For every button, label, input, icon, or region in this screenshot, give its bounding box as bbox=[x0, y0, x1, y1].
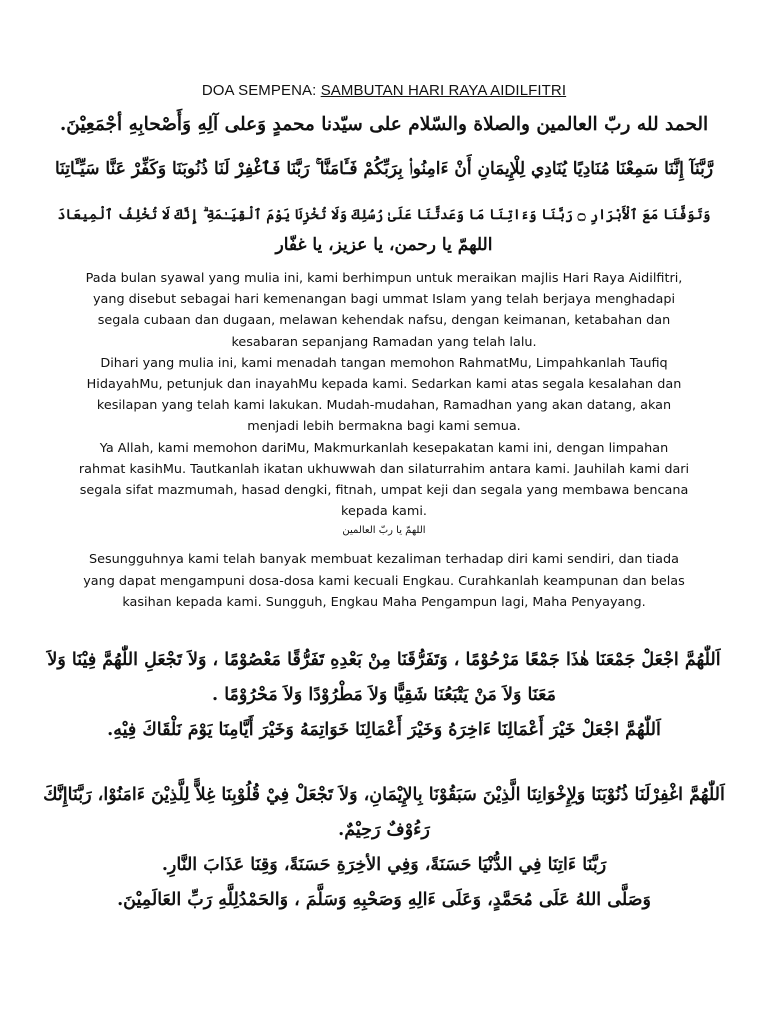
arabic-closing-prayer-2 bbox=[40, 778, 728, 918]
malay-paragraph: Dihari yang mulia ini, kami menadah tangan memohon RahmatMu, Limpahkanlah Taufiq HidayahMu, petunjuk dan inayahMu kepada kami. Sedarkan kami atas segala kesalahan dan kesilapan yang telah kami lakukan. Mudah-mudahan, Ramadhan yang akan datang, akan menjadi lebih bermakna bagi kami semua. bbox=[86, 355, 682, 435]
document-title bbox=[0, 82, 768, 99]
prayer-line: اَللّٰهُمَّ اجْعَلْ جَمْعَنَا هٰذَا جَمْعًا مَرْحُوْمًا ، وَتَفَرُّقَنَا مِنْ بَعْدِهِ تَفَرُّقًا مَعْصُوْمًا ، وَلاَ تَجْعَلِ اللّٰهُمَّ فِيْنَا وَلاَ bbox=[47, 650, 721, 670]
prayer-line: رَبَّنَا ءَاتِنَا فِي الدُّنْيَا حَسَنَةً، وَفِي الأخِرَةِ حَسَنَةً، وَقِنَا عَذَابَ النَّارِ. bbox=[161, 855, 607, 875]
title-underlined: SAMBUTAN HARI RAYA AIDILFITRI bbox=[320, 82, 567, 99]
prayer-line: اَللّٰهُمَّ اغْفِرْلَنَا ذُنُوْبَنَا وَلِإِخْوَانِنَا الَّذِيْنَ سَبَقُوْنَا بِالإِيْمَانِ، وَلاَ تَجْعَلْ فِيْ قُلُوْبِنَا غِلاًّ لِلَّذِيْنَ ءَامَنُوْا، رَبَّنَاإِنَّكَ bbox=[43, 785, 725, 805]
verse-line: رَّبَّنَآ إِنَّنَا سَمِعْنَا مُنَادِيًا يُنَادِي لِلْإِيمَانِ أَنْ ءَامِنُوا۟ بِرَبِّكُمْ فَـَٔامَنَّا ۚ رَبَّنَا فَٱغْفِرْ لَنَا ذُنُوبَنَا وَكَفِّرْ عَنَّا سَيِّـَٔاتِنَا bbox=[54, 159, 714, 179]
arabic-quran-verse bbox=[48, 146, 720, 238]
prayer-line: مَعَنَا وَلاَ مَنْ يَتْبَعُنَا شَقِيًّا وَلاَ مَطْرُوْدًا وَلاَ مَحْرُوْمًا . bbox=[212, 685, 556, 705]
arabic-closing-prayer-1 bbox=[40, 643, 728, 748]
malay-body bbox=[78, 268, 690, 613]
prayer-line: وَصَلَّى اللهُ عَلَى مُحَمَّدٍ، وَعَلَى ءَالِهِ وَصَحْبِهِ وَسَلَّمَ ، وَالحَمْدُلِلَّهِ رَبِّ العَالَمِيْنَ. bbox=[117, 890, 651, 910]
malay-paragraph: Ya Allah, kami memohon dariMu, Makmurkanlah kesepakatan kami ini, dengan limpahan rahmat kasihMu. Tautkanlah ikatan ukhuwwah dan silaturrahim antara kami. Jauhilah kami dari segala sifat mazmumah, hasad dengki, fitnah, umpat keji dan segala yang membawa bencana kepada kami. bbox=[78, 440, 690, 520]
verse-line: وَتَوَفَّنَا مَعَ ٱلْأَبْرَارِ ۝ رَبَّنَا وَءَاتِنَا مَا وَعَدتَّنَا عَلَىٰ رُسُلِكَ وَلَا تُخْزِنَا يَوْمَ ٱلْقِيَـٰمَةِ ۗ إِنَّكَ لَا تُخْلِفُ ٱلْمِيعَادَ bbox=[57, 207, 711, 223]
arabic-hamdalah: الحمد لله ربّ العالمين والصلاة والسّلام على سيّدنا محمدٍ وَعلى آلِهِ وَأَصْحابِهِ أجْمَعِيْنَ. bbox=[59, 114, 709, 135]
malay-paragraph: Pada bulan syawal yang mulia ini, kami berhimpun untuk meraikan majlis Hari Raya Aidilfitri, yang disebut sebagai hari kemenangan bagi ummat Islam yang telah berjaya menghadapi segala cubaan dan dugaan, melawan kehendak nafsu, dengan keimanan, ketabahan dan kesabaran sepanjang Ramadan yang telah lalu. bbox=[85, 271, 683, 350]
malay-paragraph: Sesungguhnya kami telah banyak membuat kezaliman terhadap diri kami sendiri, dan tiada yang dapat mengampuni dosa-dosa kami kecuali Engkau. Curahkanlah keampunan dan belas kasihan kepada kami. Sungguh, Engkau Maha Pengampun lagi, Maha Penyayang. bbox=[83, 552, 685, 610]
arabic-small-invocation: اللهمّ يا ربّ العالمين bbox=[342, 525, 426, 537]
prayer-line: اَللّٰهُمَّ اجْعَلْ خَيْرَ أَعْمَالِنَا ءَاخِرَهُ وَخَيْرَ أَعْمَالِنَا خَوَاتِمَهُ وَخَيْرَ أَيَّامِنَا يَوْمَ نَلْقَاكَ فِيْهِ. bbox=[107, 720, 661, 740]
title-prefix: DOA SEMPENA: bbox=[201, 82, 321, 99]
arabic-divine-names: اللهمّ يا رحمن، يا عزيز، يا غفّار bbox=[275, 235, 493, 255]
prayer-line: رَءُوْفٌ رَحِيْمٌ. bbox=[338, 820, 430, 840]
